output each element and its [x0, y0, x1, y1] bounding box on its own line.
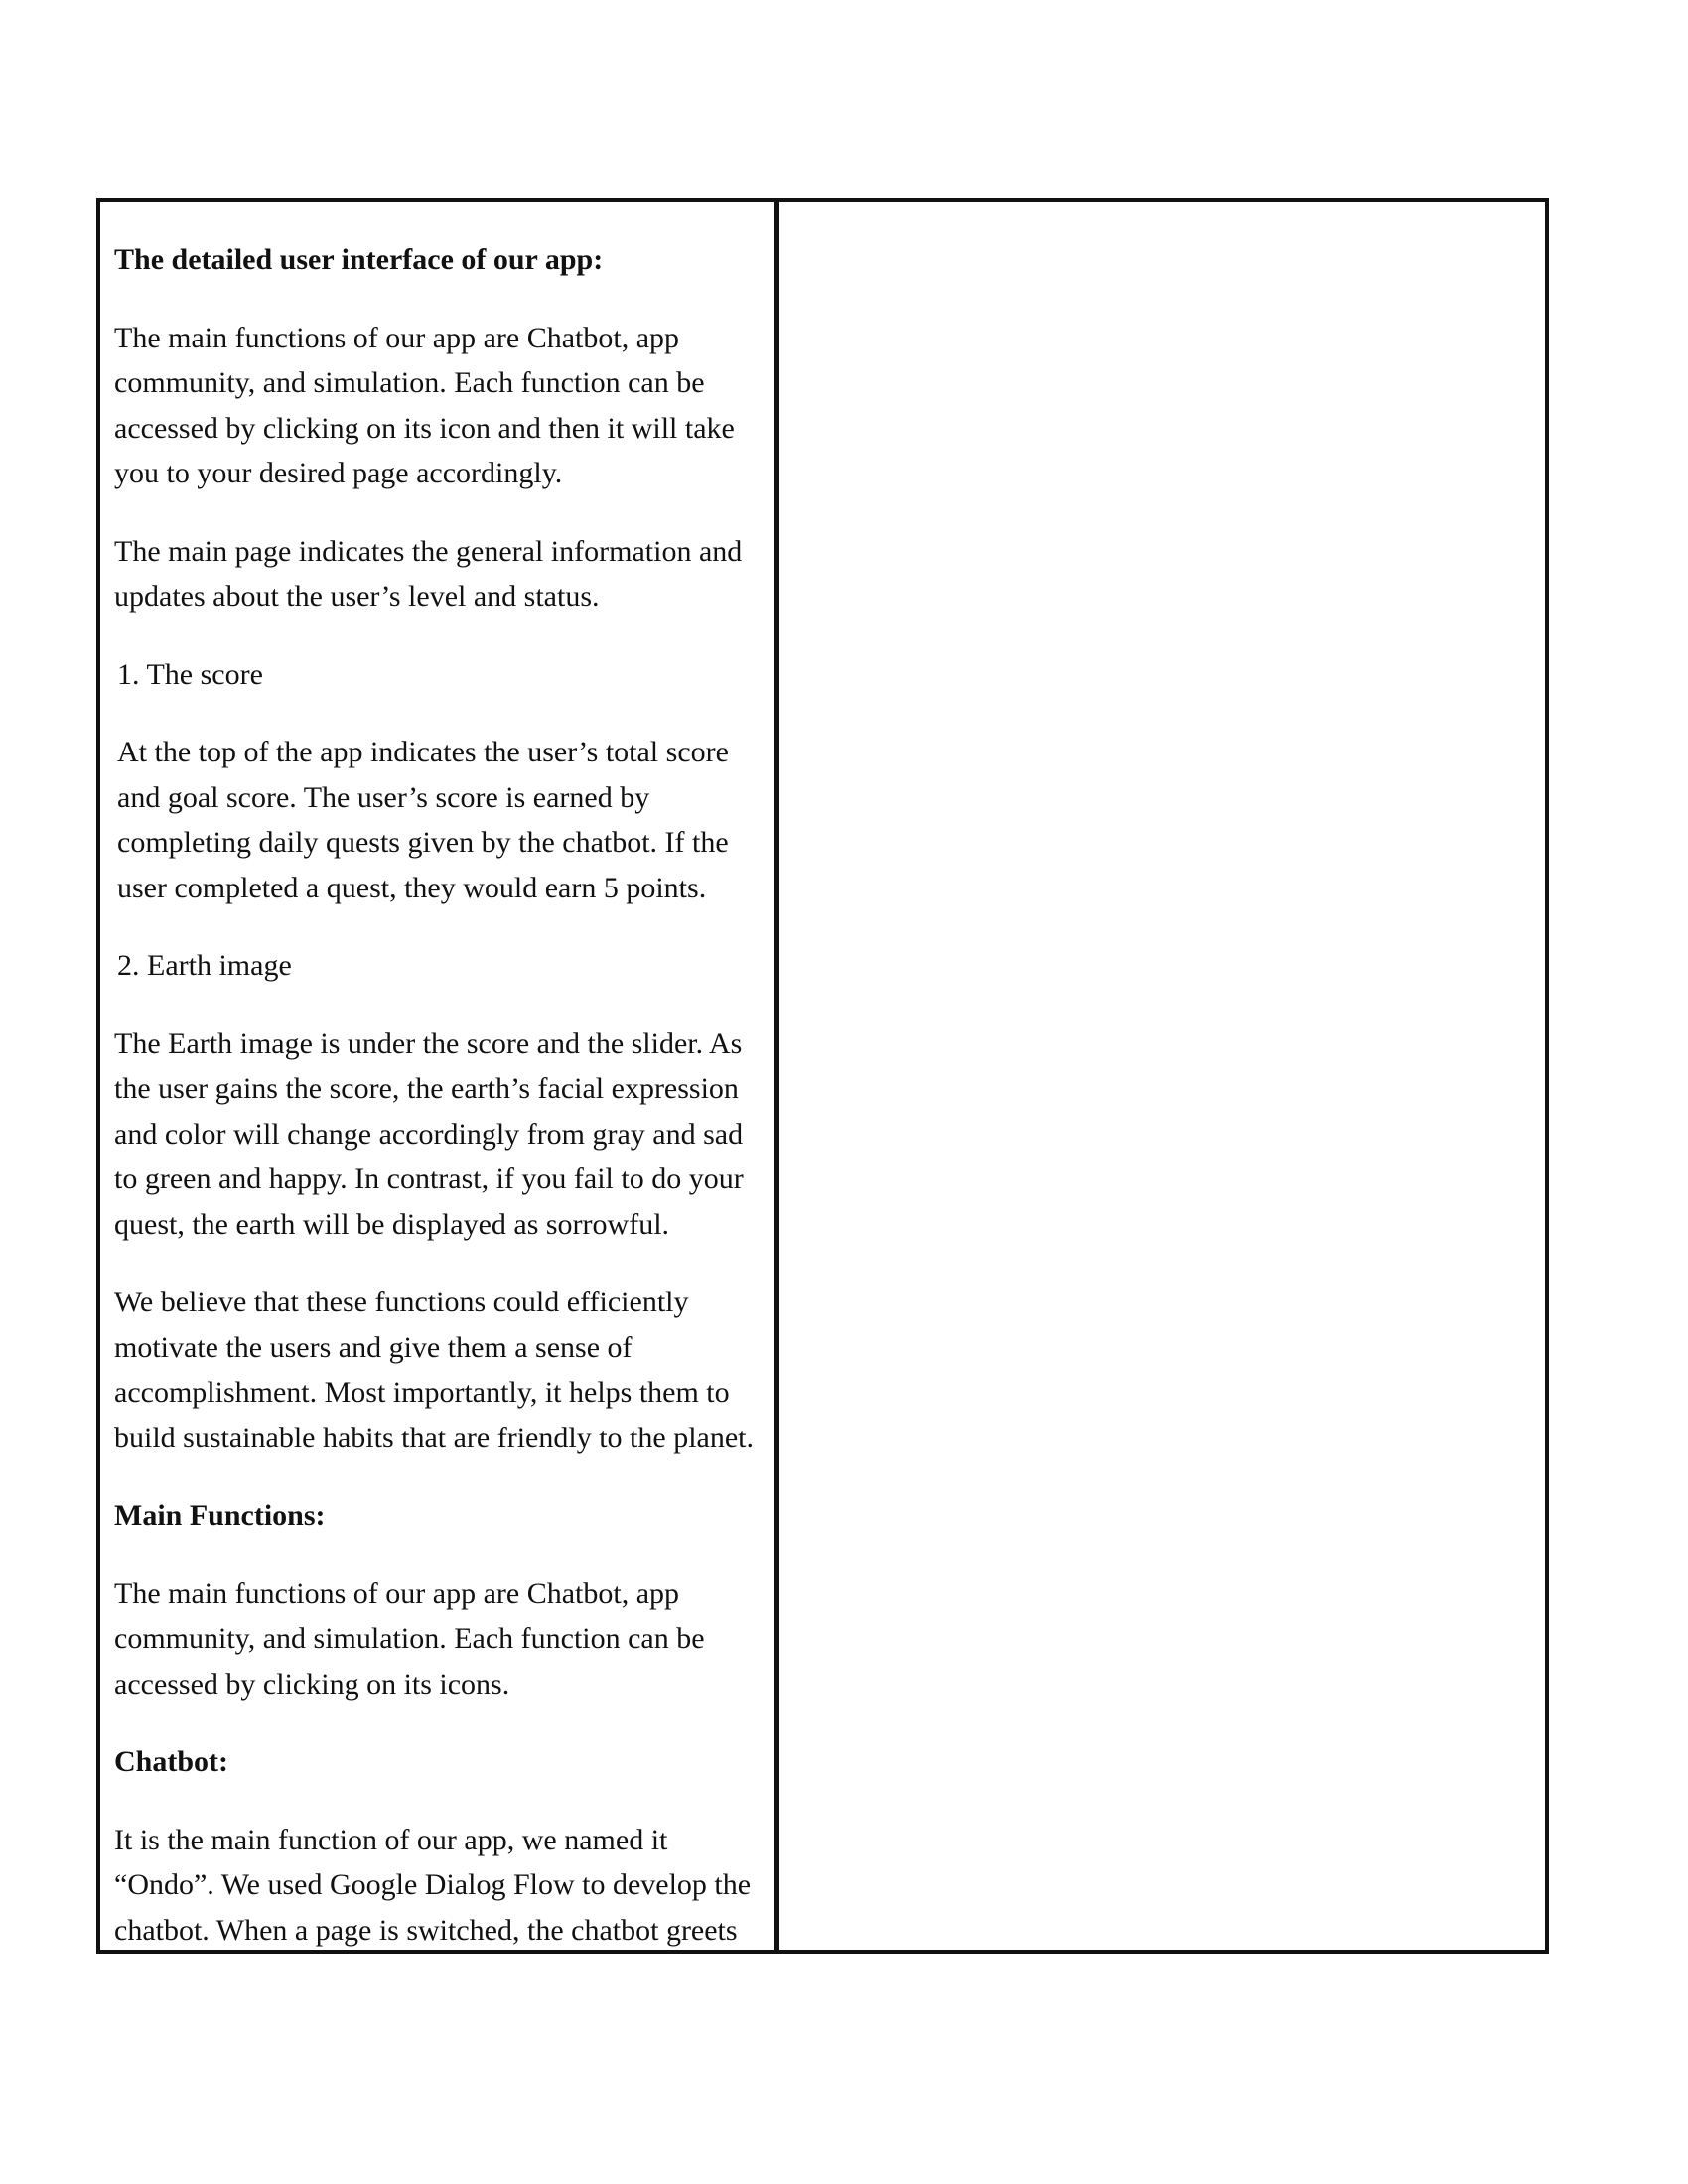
paragraph-motivation: We believe that these functions could efficiently motivate the users and give them a sense of accomplishment. Most importantly, it helps them to build sustainable habits that are friendly to the planet.	[114, 1286, 754, 1454]
document-table	[96, 198, 1549, 1954]
item-score-title: 1. The score	[117, 657, 263, 691]
left-column	[100, 202, 779, 1950]
heading-chatbot: Chatbot:	[114, 1745, 229, 1778]
paragraph-earth-image: The Earth image is under the score and the slider. As the user gains the score, the earth’s facial expression and color will change accordingly from gray and sad to green and happy. In contrast, if you fail to do your quest, the earth will be displayed as sorrowful.	[114, 1026, 744, 1241]
right-column	[779, 202, 1545, 1950]
paragraph-main-functions: The main functions of our app are Chatbot, app community, and simulation. Each function can be accessed by clicking on its icons.	[114, 1576, 705, 1701]
item-earth-title: 2. Earth image	[117, 949, 292, 982]
paragraph-chatbot: It is the main function of our app, we named it “Ondo”. We used Google Dialog Flow to develop the chatbot. When a page is switched, the chatbot greets	[114, 1823, 752, 1947]
heading-user-interface: The detailed user interface of our app:	[114, 243, 604, 276]
paragraph-functions-intro: The main functions of our app are Chatbot, app community, and simulation. Each function can be accessed by clicking on its icon and then it will take you to your desired page accordingly.	[114, 321, 735, 489]
paragraph-main-page: The main page indicates the general information and updates about the user’s level and status.	[114, 534, 743, 613]
heading-main-functions: Main Functions:	[114, 1499, 326, 1532]
paragraph-score: At the top of the app indicates the user’s total score and goal score. The user’s score is earned by completing daily quests given by the chatbot. If the user completed a quest, they would earn 5 points.	[117, 736, 729, 904]
